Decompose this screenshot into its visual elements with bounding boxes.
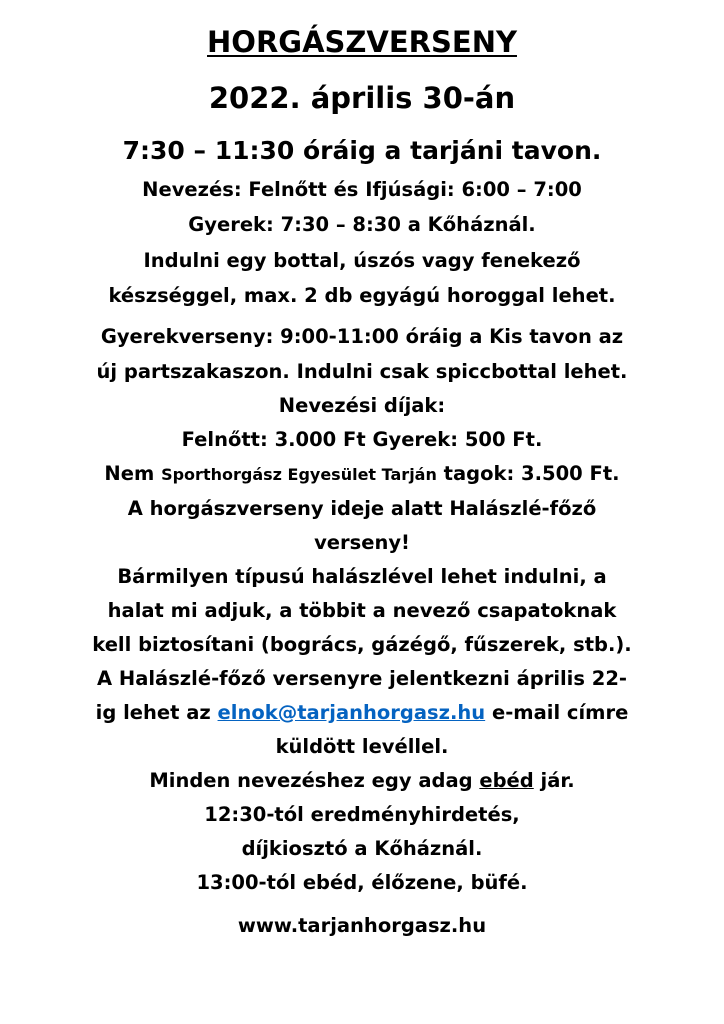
- cooking-line-7-suffix: e-mail címre: [491, 701, 629, 724]
- results-line-1: 12:30-tól eredményhirdetés,: [204, 803, 520, 826]
- cooking-line-2: verseny!: [314, 531, 410, 554]
- flyer-title: HORGÁSZVERSENY: [207, 25, 517, 59]
- cooking-line-7-prefix: ig lehet az: [95, 701, 211, 724]
- fees-nonmember-org: Sporthorgász Egyesület Tarján: [161, 465, 437, 484]
- cooking-line-8: küldött levéllel.: [275, 735, 449, 758]
- fees-nonmember: [0, 460, 724, 489]
- fees-heading: Nevezési díjak:: [278, 394, 446, 417]
- email-link[interactable]: elnok@tarjanhorgasz.hu: [217, 701, 486, 724]
- website-url: www.tarjanhorgasz.hu: [237, 914, 487, 937]
- registration-adult: Nevezés: Felnőtt és Ifjúsági: 6:00 – 7:00: [142, 178, 582, 201]
- lunch-line: [0, 767, 724, 795]
- event-time-place: 7:30 – 11:30 óráig a tarjáni tavon.: [122, 136, 602, 165]
- lunch-suffix: jár.: [540, 769, 575, 792]
- cooking-line-4: halat mi adjuk, a többit a nevező csapatoknak: [107, 599, 617, 622]
- registration-kids: Gyerek: 7:30 – 8:30 a Kőháznál.: [188, 213, 536, 236]
- fees-line-1: Felnőtt: 3.000 Ft Gyerek: 500 Ft.: [181, 428, 543, 451]
- rules-line-1: Indulni egy bottal, úszós vagy fenekező: [143, 249, 581, 272]
- fees-nonmember-suffix: tagok: 3.500 Ft.: [443, 462, 620, 485]
- results-line-3: 13:00-tól ebéd, élőzene, büfé.: [196, 871, 528, 894]
- results-line-2: díjkiosztó a Kőháznál.: [241, 837, 483, 860]
- cooking-line-7: [0, 699, 724, 727]
- kids-contest-line-2: új partszakaszon. Indulni csak spiccbottal lehet.: [96, 360, 628, 383]
- lunch-prefix: Minden nevezéshez egy adag: [149, 769, 473, 792]
- kids-contest-line-1: Gyerekverseny: 9:00-11:00 óráig a Kis tavon az: [100, 325, 624, 348]
- event-date: 2022. április 30-án: [208, 81, 516, 115]
- lunch-word: ebéd: [479, 769, 534, 792]
- fees-nonmember-prefix: Nem: [104, 462, 155, 485]
- cooking-line-1: A horgászverseny ideje alatt Halászlé-főző: [127, 497, 597, 520]
- cooking-line-6: A Halászlé-főző versenyre jelentkezni április 22-: [97, 667, 627, 690]
- cooking-line-3: Bármilyen típusú halászlével lehet indulni, a: [117, 565, 607, 588]
- rules-line-2: készséggel, max. 2 db egyágú horoggal lehet.: [108, 284, 616, 307]
- cooking-line-5: kell biztosítani (bogrács, gázégő, fűszerek, stb.).: [92, 633, 632, 656]
